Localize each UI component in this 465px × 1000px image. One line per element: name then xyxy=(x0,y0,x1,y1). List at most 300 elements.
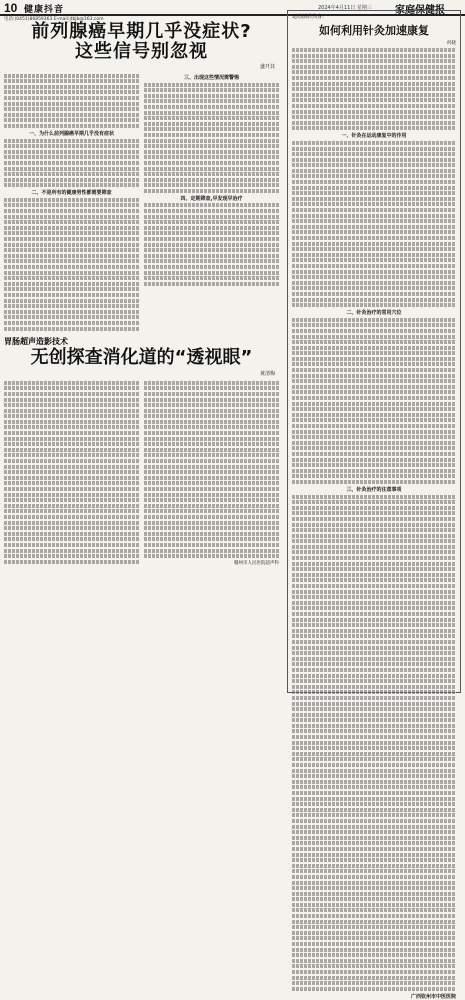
text-line xyxy=(292,629,456,633)
text-line xyxy=(4,299,139,303)
text-line xyxy=(4,498,139,502)
text-line xyxy=(144,172,279,176)
text-line xyxy=(144,470,279,474)
text-line xyxy=(4,442,139,446)
text-line xyxy=(292,875,456,879)
text-line xyxy=(292,141,456,145)
text-line xyxy=(4,96,139,100)
text-line xyxy=(292,174,456,178)
text-line xyxy=(292,275,456,279)
text-line xyxy=(292,458,456,462)
text-line xyxy=(4,282,139,286)
text-line xyxy=(292,612,456,616)
article2-headline: 无创探查消化道的“透视眼” xyxy=(30,347,253,369)
text-line xyxy=(4,85,139,89)
text-line xyxy=(292,578,456,582)
text-line xyxy=(292,286,456,290)
text-line xyxy=(292,402,456,406)
right-article-kicker: 运动前后热身: xyxy=(292,14,324,20)
text-line xyxy=(144,476,279,480)
text-line xyxy=(4,139,139,143)
text-line xyxy=(144,481,279,485)
text-line xyxy=(292,953,456,957)
article2-body xyxy=(4,379,279,566)
text-line xyxy=(292,258,456,262)
text-line xyxy=(292,152,456,156)
text-line xyxy=(144,237,279,241)
text-line xyxy=(292,696,456,700)
article1-col-1 xyxy=(4,72,139,332)
article1-byline: 盛开其 xyxy=(259,64,275,70)
text-line xyxy=(4,431,139,435)
text-line xyxy=(144,543,279,547)
article2-source: 赣州市人民医院超声科 xyxy=(234,560,279,566)
text-line xyxy=(292,441,456,445)
text-line xyxy=(292,931,456,935)
text-line xyxy=(292,892,456,896)
text-line xyxy=(292,76,456,80)
text-line xyxy=(292,774,456,778)
text-line xyxy=(4,310,139,314)
text-line xyxy=(292,539,456,543)
text-line xyxy=(292,82,456,86)
text-line xyxy=(292,618,456,622)
text-line xyxy=(144,139,279,143)
text-line xyxy=(292,469,456,473)
right-article-byline: 何晓 xyxy=(447,41,456,46)
text-line xyxy=(292,413,456,417)
text-line xyxy=(4,113,139,117)
text-line xyxy=(292,180,456,184)
text-line xyxy=(292,920,456,924)
text-line xyxy=(292,474,456,478)
text-line xyxy=(292,523,456,527)
text-line xyxy=(292,87,456,91)
text-line xyxy=(292,208,456,212)
section-title: 健康抖音 xyxy=(24,5,65,15)
text-line xyxy=(292,264,456,268)
text-line xyxy=(292,830,456,834)
text-line xyxy=(292,763,456,767)
text-line xyxy=(144,276,279,280)
text-line xyxy=(292,713,456,717)
text-line xyxy=(292,158,456,162)
text-line xyxy=(292,351,456,355)
text-line xyxy=(4,203,139,207)
text-line xyxy=(292,446,456,450)
text-line xyxy=(292,121,456,125)
article2-kicker: 胃肠超声造影技术 xyxy=(4,337,68,347)
text-line xyxy=(4,74,139,78)
text-line xyxy=(292,126,456,130)
text-line xyxy=(292,959,456,963)
text-line xyxy=(144,83,279,87)
text-line xyxy=(4,509,139,513)
text-line xyxy=(4,560,139,564)
text-line xyxy=(4,437,139,441)
text-line xyxy=(4,465,139,469)
text-line xyxy=(144,161,279,165)
page-number: 10 xyxy=(4,1,18,15)
text-line xyxy=(4,118,139,122)
text-line xyxy=(292,253,456,257)
text-line xyxy=(292,634,456,638)
text-line xyxy=(292,981,456,985)
text-line xyxy=(144,243,279,247)
text-line xyxy=(4,304,139,308)
text-line xyxy=(4,79,139,83)
text-line xyxy=(292,528,456,532)
text-line xyxy=(4,243,139,247)
text-line xyxy=(144,248,279,252)
text-line xyxy=(144,189,279,193)
text-line xyxy=(144,271,279,275)
text-line xyxy=(4,414,139,418)
text-line xyxy=(144,403,279,407)
text-line xyxy=(4,209,139,213)
text-line xyxy=(292,903,456,907)
text-line xyxy=(4,554,139,558)
contact-line: 电话:(0451)86859363 E-mail:jtbjb@163.com xyxy=(4,17,104,22)
text-line xyxy=(144,437,279,441)
text-line xyxy=(292,987,456,991)
text-line xyxy=(292,942,456,946)
text-line xyxy=(144,498,279,502)
text-line xyxy=(292,757,456,761)
right-subhead-3: 三、针灸治疗的注意事项 xyxy=(346,486,402,493)
text-line xyxy=(144,425,279,429)
text-line xyxy=(4,392,139,396)
text-line xyxy=(292,584,456,588)
text-line xyxy=(292,500,456,504)
text-line xyxy=(144,431,279,435)
text-line xyxy=(144,386,279,390)
text-line xyxy=(144,226,279,230)
text-line xyxy=(292,668,456,672)
text-line xyxy=(292,147,456,151)
text-line xyxy=(4,403,139,407)
text-line xyxy=(144,105,279,109)
text-line xyxy=(292,819,456,823)
text-line xyxy=(4,398,139,402)
text-line xyxy=(144,392,279,396)
text-line xyxy=(144,414,279,418)
text-line xyxy=(4,327,139,331)
text-line xyxy=(4,409,139,413)
text-line xyxy=(292,550,456,554)
text-line xyxy=(144,122,279,126)
text-line xyxy=(4,215,139,219)
text-line xyxy=(292,335,456,339)
text-line xyxy=(144,133,279,137)
text-line xyxy=(292,595,456,599)
text-line xyxy=(292,746,456,750)
article2-col-2 xyxy=(144,379,279,566)
text-line xyxy=(292,769,456,773)
article1-subhead-3: 三、出现这些情况需警惕 xyxy=(183,75,239,81)
text-line xyxy=(292,191,456,195)
text-line xyxy=(292,374,456,378)
text-line xyxy=(144,521,279,525)
text-line xyxy=(144,554,279,558)
text-line xyxy=(4,107,139,111)
text-line xyxy=(292,662,456,666)
text-line xyxy=(292,573,456,577)
text-line xyxy=(292,517,456,521)
text-line xyxy=(292,925,456,929)
text-line xyxy=(144,493,279,497)
text-line xyxy=(4,271,139,275)
text-line xyxy=(144,127,279,131)
article2-col-1 xyxy=(4,379,139,566)
text-line xyxy=(292,718,456,722)
text-line xyxy=(292,340,456,344)
text-line xyxy=(144,254,279,258)
text-line xyxy=(292,242,456,246)
text-line xyxy=(144,178,279,182)
article2-byline: 黄清梅 xyxy=(259,371,275,378)
text-line xyxy=(292,690,456,694)
text-line xyxy=(292,93,456,97)
text-line xyxy=(292,808,456,812)
article1-headline-2: 这些信号别忽视 xyxy=(75,41,208,62)
issue-date: 2024年4月11日 星期三 xyxy=(318,5,372,11)
text-line xyxy=(292,601,456,605)
text-line xyxy=(292,881,456,885)
text-line xyxy=(4,287,139,291)
text-line xyxy=(292,853,456,857)
article1-body xyxy=(4,72,279,332)
text-line xyxy=(144,509,279,513)
text-line xyxy=(4,386,139,390)
text-line xyxy=(4,226,139,230)
text-line xyxy=(4,150,139,154)
text-line xyxy=(144,111,279,115)
text-line xyxy=(292,847,456,851)
text-line xyxy=(292,674,456,678)
text-line xyxy=(144,88,279,92)
text-line xyxy=(292,163,456,167)
text-line xyxy=(144,459,279,463)
text-line xyxy=(292,785,456,789)
text-line xyxy=(292,970,456,974)
text-line xyxy=(144,220,279,224)
text-line xyxy=(292,318,456,322)
text-line xyxy=(4,220,139,224)
text-line xyxy=(292,797,456,801)
text-line xyxy=(292,54,456,58)
text-line xyxy=(144,215,279,219)
text-line xyxy=(292,858,456,862)
text-line xyxy=(292,435,456,439)
text-line xyxy=(292,390,456,394)
text-line xyxy=(292,298,456,302)
text-line xyxy=(292,780,456,784)
text-line xyxy=(292,452,456,456)
text-line xyxy=(4,124,139,128)
text-line xyxy=(4,549,139,553)
text-line xyxy=(144,504,279,508)
text-line xyxy=(4,532,139,536)
text-line xyxy=(292,407,456,411)
text-line xyxy=(292,897,456,901)
text-line xyxy=(144,532,279,536)
text-line xyxy=(292,590,456,594)
text-line xyxy=(4,493,139,497)
text-line xyxy=(292,98,456,102)
text-line xyxy=(4,155,139,159)
text-line xyxy=(4,515,139,519)
text-line xyxy=(292,741,456,745)
text-line xyxy=(292,729,456,733)
text-line xyxy=(292,735,456,739)
text-line xyxy=(292,292,456,296)
text-line xyxy=(292,480,456,484)
text-line xyxy=(292,362,456,366)
text-line xyxy=(292,646,456,650)
text-line xyxy=(292,270,456,274)
text-line xyxy=(4,183,139,187)
text-line xyxy=(4,102,139,106)
text-line xyxy=(292,169,456,173)
text-line xyxy=(4,470,139,474)
text-line xyxy=(292,281,456,285)
article1-headline-1: 前列腺癌早期几乎没症状? xyxy=(31,21,252,42)
text-line xyxy=(4,315,139,319)
text-line xyxy=(144,515,279,519)
text-line xyxy=(292,964,456,968)
text-line xyxy=(292,506,456,510)
text-line xyxy=(292,707,456,711)
text-line xyxy=(292,230,456,234)
text-line xyxy=(144,99,279,103)
text-line xyxy=(144,487,279,491)
text-line xyxy=(292,236,456,240)
text-line xyxy=(292,214,456,218)
text-line xyxy=(292,752,456,756)
text-line xyxy=(144,259,279,263)
right-subhead-2: 二、针灸治疗的常用穴位 xyxy=(346,310,402,317)
text-line xyxy=(4,526,139,530)
text-line xyxy=(292,379,456,383)
text-line xyxy=(292,418,456,422)
text-line xyxy=(292,562,456,566)
text-line xyxy=(292,368,456,372)
text-line xyxy=(292,323,456,327)
text-line xyxy=(292,104,456,108)
article1-col-2 xyxy=(144,72,279,332)
text-line xyxy=(144,448,279,452)
right-article-box xyxy=(287,10,461,1000)
text-line xyxy=(144,381,279,385)
text-line xyxy=(144,167,279,171)
text-line xyxy=(144,150,279,154)
text-line xyxy=(292,640,456,644)
text-line xyxy=(292,396,456,400)
text-line xyxy=(144,398,279,402)
text-line xyxy=(292,424,456,428)
text-line xyxy=(4,265,139,269)
text-line xyxy=(292,385,456,389)
text-line xyxy=(4,161,139,165)
text-line xyxy=(4,543,139,547)
text-line xyxy=(4,487,139,491)
text-line xyxy=(292,110,456,114)
text-line xyxy=(292,657,456,661)
text-line xyxy=(292,197,456,201)
text-line xyxy=(292,357,456,361)
text-line xyxy=(4,276,139,280)
text-line xyxy=(292,430,456,434)
text-line xyxy=(144,537,279,541)
text-line xyxy=(292,841,456,845)
text-line xyxy=(292,511,456,515)
text-line xyxy=(4,293,139,297)
article1-subhead-2: 二、不是所有的健康男性都需要筛查 xyxy=(31,190,112,197)
text-line xyxy=(144,526,279,530)
text-line xyxy=(4,321,139,325)
text-line xyxy=(292,825,456,829)
text-line xyxy=(144,549,279,553)
text-line xyxy=(4,259,139,263)
text-line xyxy=(4,167,139,171)
text-line xyxy=(292,864,456,868)
text-line xyxy=(292,463,456,467)
text-line xyxy=(4,459,139,463)
text-line xyxy=(4,381,139,385)
text-line xyxy=(292,219,456,223)
text-line xyxy=(144,282,279,286)
text-line xyxy=(4,248,139,252)
text-line xyxy=(292,836,456,840)
text-line xyxy=(4,198,139,202)
text-line xyxy=(292,724,456,728)
text-line xyxy=(292,556,456,560)
text-line xyxy=(292,495,456,499)
text-line xyxy=(292,59,456,63)
text-line xyxy=(144,453,279,457)
text-line xyxy=(292,802,456,806)
text-line xyxy=(144,231,279,235)
text-line xyxy=(292,48,456,52)
text-line xyxy=(292,813,456,817)
text-line xyxy=(292,886,456,890)
text-line xyxy=(144,155,279,159)
right-article-headline: 如何利用针灸加速康复 xyxy=(319,24,429,37)
text-line xyxy=(4,453,139,457)
text-line xyxy=(292,702,456,706)
text-line xyxy=(144,203,279,207)
text-line xyxy=(144,409,279,413)
text-line xyxy=(292,948,456,952)
text-line xyxy=(292,567,456,571)
text-line xyxy=(292,65,456,69)
text-line xyxy=(144,465,279,469)
text-line xyxy=(292,225,456,229)
text-line xyxy=(144,144,279,148)
text-line xyxy=(4,537,139,541)
text-line xyxy=(144,265,279,269)
text-line xyxy=(4,231,139,235)
text-line xyxy=(4,178,139,182)
text-line xyxy=(4,420,139,424)
text-line xyxy=(4,521,139,525)
text-line xyxy=(292,869,456,873)
text-line xyxy=(4,237,139,241)
text-line xyxy=(4,481,139,485)
text-line xyxy=(292,545,456,549)
newspaper-name: 家庭保健报 xyxy=(395,5,445,16)
